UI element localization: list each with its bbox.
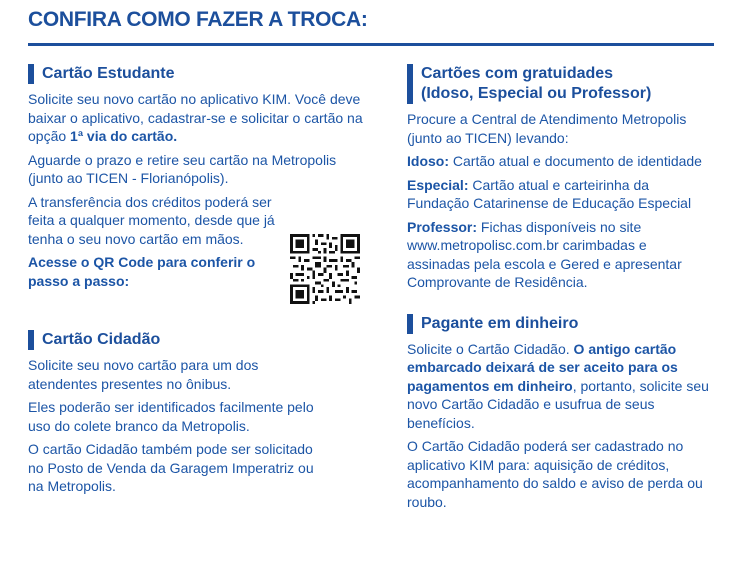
right-column: [407, 64, 747, 516]
text: Cartão atual e documento de identidade: [449, 153, 702, 169]
paragraph: Eles poderão ser identificados facilmente pelo uso do colete branco da Metropolis.: [28, 399, 314, 434]
section-subtitle: (Idoso, Especial ou Professor): [421, 85, 652, 102]
title-divider: [28, 43, 714, 46]
text: Fichas disponíveis no site www.metropolisc.com.br carimbadas e assinadas pela escola e Gered e apresentar Comprovante de Residência.: [407, 218, 682, 290]
text: Cartão atual e carteirinha da Fundação Catarinense de Educação Especial: [407, 176, 692, 211]
section-header: [407, 64, 747, 104]
section-cartao-cidadao: [28, 330, 373, 496]
page-title: CONFIRA COMO FAZER A TROCA:: [28, 8, 368, 31]
text: , portanto, solicite seu novo Cartão Cidadão e usufrua de seus benefícios.: [407, 377, 709, 431]
section-title: Pagante em dinheiro: [421, 314, 579, 332]
section-header: [407, 314, 747, 334]
paragraph: [407, 340, 717, 433]
paragraph: [28, 90, 373, 146]
section-header: [28, 330, 373, 350]
paragraph: O cartão Cidadão também pode ser solicitado no Posto de Venda da Garagem Imperatriz ou na Metropolis.: [28, 441, 314, 494]
section-marker: [28, 64, 34, 84]
section-marker: [28, 330, 34, 350]
idoso-item: [407, 152, 747, 171]
section-header: [28, 64, 373, 84]
left-column: [28, 64, 373, 501]
professor-item: [407, 218, 712, 292]
paragraph: Solicite seu novo cartão para um dos atendentes presentes no ônibus.: [28, 357, 259, 392]
section-marker: [407, 64, 413, 104]
bold-label: Professor:: [407, 218, 478, 235]
section-cartao-estudante: [28, 64, 373, 290]
section-pagante-dinheiro: [407, 314, 747, 512]
paragraph: A transferência dos créditos poderá ser feita a qualquer momento, desde que já tenha o seu novo cartão em mãos.: [28, 193, 275, 247]
section-title-group: [421, 64, 651, 104]
paragraph: Aguarde o prazo e retire seu cartão na Metropolis (junto ao TICEN - Florianópolis).: [28, 151, 337, 186]
bold-text: O antigo cartão embarcado deixará de ser aceito para os pagamentos em dinheiro: [407, 340, 678, 394]
paragraph: O Cartão Cidadão poderá ser cadastrado no aplicativo KIM para: aquisição de créditos, acompanhamento do saldo e aviso de perda ou roubo.: [407, 438, 703, 510]
text: Solicite o Cartão Cidadão.: [407, 340, 574, 357]
bold-label: Especial:: [407, 176, 469, 193]
section-title: Cartão Estudante: [42, 65, 175, 82]
bold-label: Idoso:: [407, 153, 449, 169]
especial-item: [407, 176, 707, 213]
section-title: Cartões com gratuidades: [421, 65, 614, 82]
bold-text: 1ª via do cartão.: [70, 128, 178, 144]
section-marker: [407, 314, 413, 334]
section-gratuidades: [407, 64, 747, 292]
qr-code[interactable]: [290, 234, 360, 304]
paragraph: Procure a Central de Atendimento Metropolis (junto ao TICEN) levando:: [407, 111, 687, 146]
qr-call-to-action: Acesse o QR Code para conferir o passo a passo:: [28, 254, 256, 289]
text: Solicite seu novo cartão no aplicativo KIM. Você deve baixar o aplicativo, cadastrar-se e solicitar o cartão na opção: [28, 91, 363, 144]
section-title: Cartão Cidadão: [42, 331, 161, 348]
